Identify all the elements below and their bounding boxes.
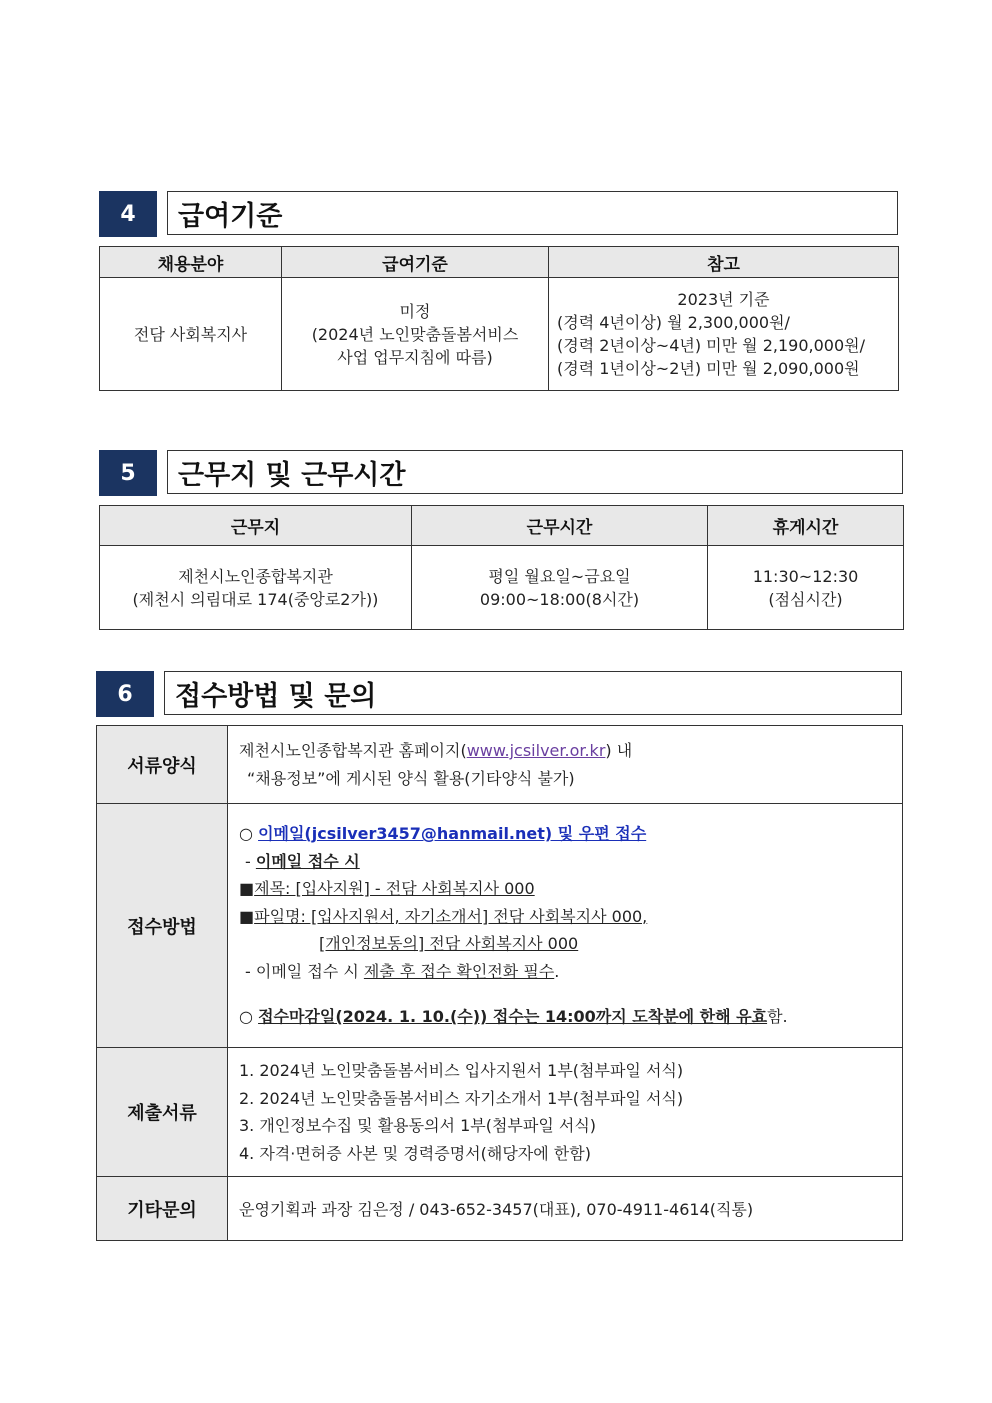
reference-line: 2023년 기준 bbox=[677, 290, 770, 309]
reference-line: (경력 2년이상~4년) 미만 월 2,190,000원/ bbox=[557, 336, 865, 355]
salary-table bbox=[99, 246, 899, 391]
confirm-text: 이메일 접수 시 bbox=[255, 961, 364, 981]
salary-line: 미정 bbox=[399, 301, 431, 321]
confirm-text: . bbox=[554, 961, 560, 981]
form-text: “채용정보”에 게시된 양식 활용(기타양식 불가) bbox=[247, 768, 575, 788]
doc-item: 1. 2024년 노인맞춤돌봄서비스 입사지원서 1부(첨부파일 서식) bbox=[239, 1061, 684, 1080]
header-reference: 참고 bbox=[549, 247, 899, 278]
contact-label: 기타문의 bbox=[97, 1177, 228, 1241]
workplace-table bbox=[99, 505, 904, 630]
doc-item: 3. 개인정보수집 및 활용동의서 1부(첨부파일 서식) bbox=[239, 1116, 597, 1135]
reference-cell bbox=[549, 278, 899, 391]
reference-line: (경력 1년이상~2년) 미만 월 2,090,000원 bbox=[557, 359, 860, 378]
header-break: 휴게시간 bbox=[708, 506, 904, 546]
contact-text: 운영기획과 과장 김은정 / 043-652-3457(대표), 070-4911-4614(직통) bbox=[228, 1177, 903, 1241]
section-number: 6 bbox=[96, 671, 154, 717]
form-text: 제천시노인종합복지관 홈페이지( bbox=[239, 741, 467, 760]
section-5-header bbox=[99, 450, 903, 496]
homepage-link[interactable]: www.jcsilver.or.kr bbox=[466, 741, 606, 760]
place-cell bbox=[100, 546, 412, 630]
circle-icon: ○ bbox=[239, 1007, 253, 1027]
hours-line: 09:00~18:00(8시간) bbox=[479, 589, 640, 609]
header-field: 채용분야 bbox=[100, 247, 282, 278]
application-table bbox=[96, 725, 903, 1241]
docs-cell bbox=[228, 1048, 903, 1177]
section-4-header bbox=[99, 191, 898, 237]
section-6-header bbox=[96, 671, 902, 717]
salary-line: 사업 업무지침에 따름) bbox=[337, 347, 493, 367]
break-cell bbox=[708, 546, 904, 630]
form-label: 서류양식 bbox=[97, 726, 228, 804]
circle-icon: ○ bbox=[239, 824, 253, 844]
form-text: ) 내 bbox=[605, 741, 633, 760]
break-line: 11:30~12:30 bbox=[752, 566, 859, 586]
deadline-text: 접수마감일(2024. 1. 10.(수)) 접수는 14:00까지 도착분에 한해 유효 bbox=[258, 1007, 768, 1027]
filename-rule: [개인정보동의] 전담 사회복지사 000 bbox=[319, 934, 579, 954]
section-title: 접수방법 및 문의 bbox=[164, 671, 902, 715]
salary-line: (2024년 노인맞춤돌봄서비스 bbox=[311, 324, 519, 344]
square-bullet-icon: ■ bbox=[239, 879, 255, 899]
section-number: 5 bbox=[99, 450, 157, 496]
subject-rule: 제목: [입사지원] - 전담 사회복지사 000 bbox=[254, 879, 535, 899]
confirm-underlined: 제출 후 접수 확인전화 필수 bbox=[363, 961, 555, 981]
field-value: 전담 사회복지사 bbox=[133, 324, 248, 344]
salary-cell bbox=[282, 278, 549, 391]
header-salary: 급여기준 bbox=[282, 247, 549, 278]
hours-line: 평일 월요일~금요일 bbox=[488, 566, 631, 586]
break-line: (점심시간) bbox=[768, 589, 843, 609]
form-cell bbox=[228, 726, 903, 804]
hours-cell bbox=[412, 546, 708, 630]
square-bullet-icon: ■ bbox=[239, 906, 255, 926]
email-head: 이메일 접수 시 bbox=[255, 851, 360, 871]
header-hours: 근무시간 bbox=[412, 506, 708, 546]
doc-item: 4. 자격·면허증 사본 및 경력증명서(해당자에 한함) bbox=[239, 1143, 591, 1163]
section-number: 4 bbox=[99, 191, 157, 237]
filename-rule: 파일명: [입사지원서, 자기소개서] 전담 사회복지사 000, bbox=[254, 906, 648, 926]
docs-label: 제출서류 bbox=[97, 1048, 228, 1177]
method-cell bbox=[228, 804, 903, 1048]
dash-icon: - bbox=[245, 961, 251, 981]
header-place: 근무지 bbox=[100, 506, 412, 546]
doc-item: 2. 2024년 노인맞춤돌봄서비스 자기소개서 1부(첨부파일 서식) bbox=[239, 1088, 684, 1108]
field-cell bbox=[100, 278, 282, 391]
reference-line: (경력 4년이상) 월 2,300,000원/ bbox=[557, 313, 790, 332]
email-method[interactable]: 이메일(jcsilver3457@hanmail.net) 및 우편 접수 bbox=[258, 824, 647, 844]
section-title: 급여기준 bbox=[167, 191, 898, 235]
dash-icon: - bbox=[245, 851, 251, 871]
method-label: 접수방법 bbox=[97, 804, 228, 1048]
place-line: 제천시노인종합복지관 bbox=[178, 566, 333, 586]
place-line: (제천시 의림대로 174(중앙로2가)) bbox=[132, 589, 379, 609]
section-title: 근무지 및 근무시간 bbox=[167, 450, 903, 494]
deadline-text: 함. bbox=[767, 1007, 788, 1027]
